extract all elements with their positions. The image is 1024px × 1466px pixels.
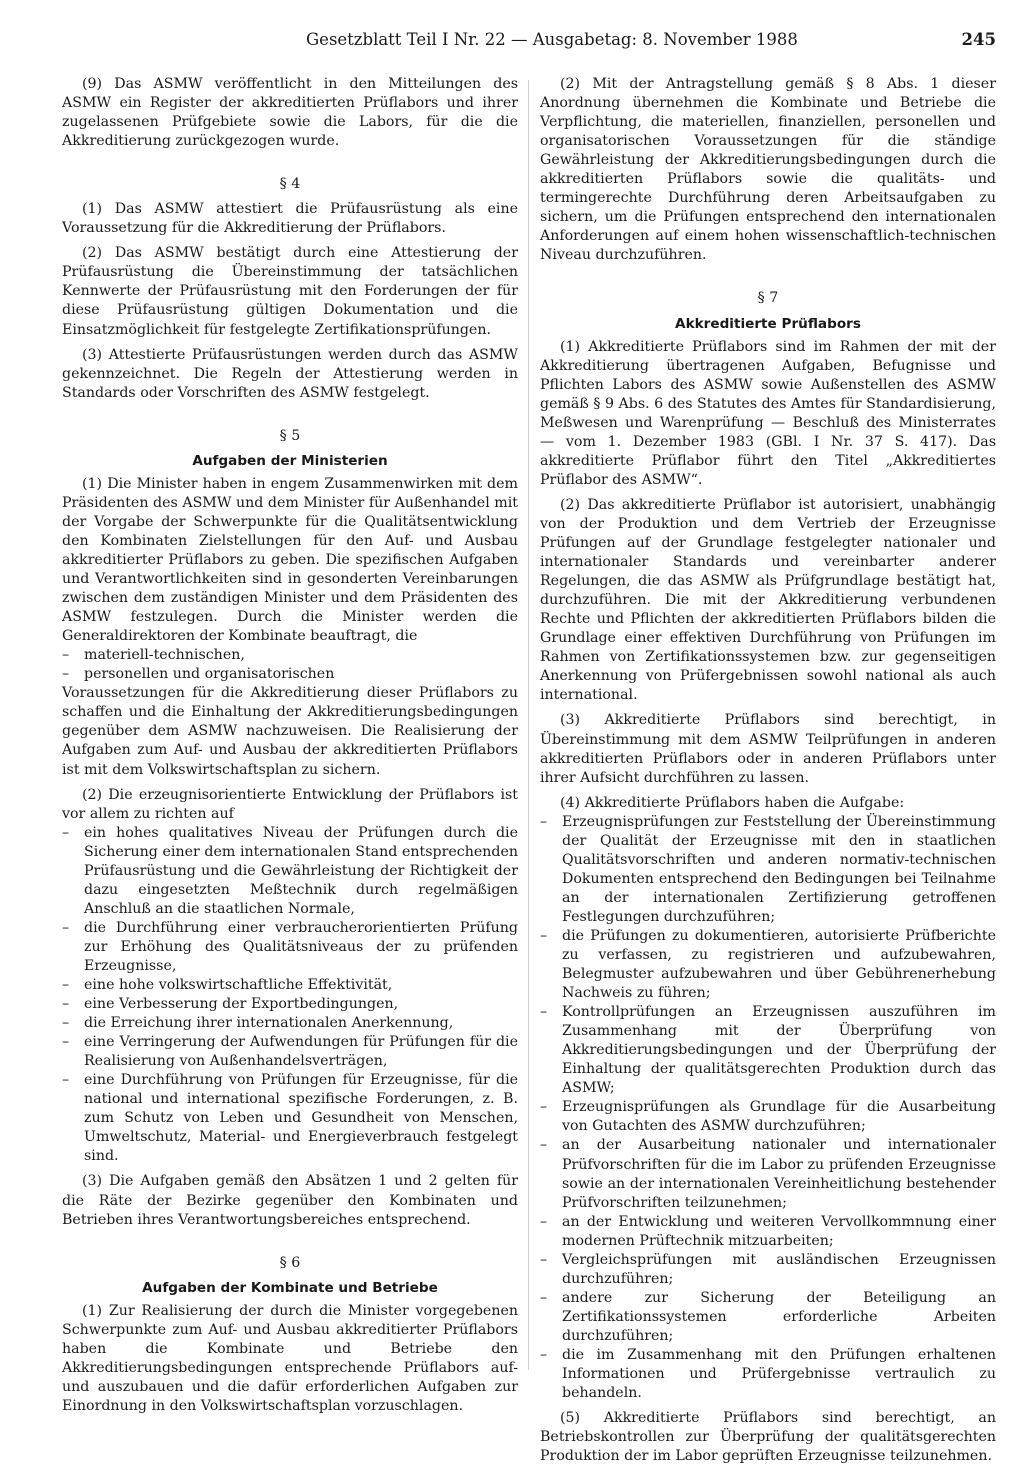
list-item: – Erzeugnisprüfungen zur Feststellung der Übereinstimmung der Qualität der Erzeugnisse mit den in staatlichen Qualitätsvorschriften und anderen normativ-technischen Dokumenten entsprechend den Bedingungen bei Teilnahme an der internationalen Zertifizierung getroffenen Festlegungen durchzuführen; xyxy=(540,813,996,927)
section-7-heading: Akkreditierte Prüflabors xyxy=(675,315,861,332)
list-5-1 xyxy=(62,646,518,684)
section-6-heading: Aufgaben der Kombinate und Betriebe xyxy=(142,1279,438,1296)
section-5-title: § 5 xyxy=(279,427,301,444)
left-column xyxy=(62,75,518,1416)
paragraph-5-1-outro: Voraussetzungen für die Akkreditierung dieser Prüflabors zu schaffen und die Einhaltung der Akkreditierungsbedingungen gegenüber dem ASMW nachzuweisen. Die Realisierung der Aufgaben zum Auf- und Ausbau der akkreditierten Prüflabors ist mit dem Volkswirtschaftsplan zu sichern. xyxy=(62,685,518,778)
page-number: 245 xyxy=(961,30,996,49)
header-title: Gesetzblatt Teil I Nr. 22 — Ausgabetag: 8. November 1988 xyxy=(306,30,798,49)
right-column xyxy=(540,75,996,1466)
list-item: – eine Verbesserung der Exportbedingungen, xyxy=(62,995,518,1014)
paragraph-7-1: (1) Akkreditierte Prüflabors sind im Rahmen der mit der Akkreditierung übertragenen Aufgaben, Befugnisse und Pflichten Labors des ASMW sowie Außenstellen des ASMW gemäß § 9 Abs. 6 des Statutes des Amtes für Standardisierung, Meßwesen und Warenprüfung — Beschluß des Ministerrates — vom 1. Dezember 1983 (GBl. I Nr. 37 S. 417). Das akkreditierte Prüflabor führt den Titel „Akkreditiertes Prüflabor des ASMW“. xyxy=(540,338,996,488)
paragraph-6-1: (1) Zur Realisierung der durch die Minister vorgegebenen Schwerpunkte zum Auf- und Ausbau akkreditierter Prüflabors haben die Kombinate und Betriebe den Akkreditierungsbedingungen entsprechende Prüflabors auf- und auszubauen und die dafür erforderlichen Aufgaben zur Einordnung in den Volkswirtschaftsplan vorzuschlagen. xyxy=(62,1302,518,1414)
section-6-title: § 6 xyxy=(279,1254,301,1271)
list-item: – eine hohe volkswirtschaftliche Effektivität, xyxy=(62,976,518,995)
list-item: – personellen und organisatorischen xyxy=(62,665,518,684)
list-item: – andere zur Sicherung der Beteiligung an Zertifikationssystemen erforderliche Arbeiten durchzuführen; xyxy=(540,1289,996,1346)
list-item: – Erzeugnisprüfungen als Grundlage für die Ausarbeitung von Gutachten des ASMW durchzuführen; xyxy=(540,1098,996,1136)
paragraph-7-4-intro: (4) Akkreditierte Prüflabors haben die Aufgabe: xyxy=(560,794,905,811)
paragraph-4-2: (2) Das ASMW bestätigt durch eine Attestierung der Prüfausrüstung die Übereinstimmung der tatsächlichen Kennwerte der Prüfausrüstung mit den Forderungen der für diese Prüfausrüstung gültigen Dokumentation und die Einsatzmöglichkeit für festgelegte Zertifikationsprüfungen. xyxy=(62,245,518,338)
list-item: – die im Zusammenhang mit den Prüfungen erhaltenen Informationen und Prüfergebnisse vertraulich zu behandeln. xyxy=(540,1346,996,1403)
list-item: – Vergleichsprüfungen mit ausländischen Erzeugnissen durchzuführen; xyxy=(540,1251,996,1289)
paragraph-6-2: (2) Mit der Antragstellung gemäß § 8 Abs. 1 dieser Anordnung übernehmen die Kombinate und Betriebe die Verpflichtung, die materiellen, finanziellen, personellen und organisatorischen Voraussetzungen für die ständige Gewährleistung der Akkreditierungsbedingungen durch die akkreditierten Prüflabors sowie die qualitäts- und termingerechte Durchführung deren Arbeitsaufgaben zu sichern, um die Prüfungen entsprechend den internationalen Anforderungen auf einem hohen wissenschaftlich-technischen Niveau durchzuführen. xyxy=(540,76,996,264)
list-5-2 xyxy=(62,824,518,1167)
paragraph-7-5: (5) Akkreditierte Prüflabors sind berechtigt, an Betriebskontrollen zur Überprüfung der qualitätsgerechten Produktion der im Labor geprüften Erzeugnisse teilzunehmen. xyxy=(540,1410,996,1465)
section-7-title: § 7 xyxy=(757,290,779,307)
list-item: – Kontrollprüfungen an Erzeugnissen auszuführen im Zusammenhang mit der Überprüfung von Akkreditierungsbedingungen und der Überprüfung der Einhaltung der qualitätsgerechten Produktion durch das ASMW; xyxy=(540,1003,996,1098)
section-5-heading: Aufgaben der Ministerien xyxy=(192,452,388,469)
list-item: – eine Verringerung der Aufwendungen für Prüfungen für die Realisierung von Außenhandelsverträgen, xyxy=(62,1033,518,1071)
paragraph-4-3: (3) Attestierte Prüfausrüstungen werden durch das ASMW gekennzeichnet. Die Regeln der Attestierung werden in Standards oder Vorschriften des ASMW festgelegt. xyxy=(62,346,518,401)
section-4-title: § 4 xyxy=(279,176,301,193)
list-item: – die Prüfungen zu dokumentieren, autorisierte Prüfberichte zu verfassen, zu registrieren und aufzubewahren, Belegmuster aufzubewahren und über Gebührenerhebung Nachweis zu führen; xyxy=(540,927,996,1003)
paragraph-7-3: (3) Akkreditierte Prüflabors sind berechtigt, in Übereinstimmung mit dem ASMW Teilprüfungen in anderen akkreditierten Prüflabors oder in anderen Prüflabors unter ihrer Aufsicht durchführen zu lassen. xyxy=(540,712,996,786)
paragraph-3-9: (9) Das ASMW veröffentlicht in den Mitteilungen des ASMW ein Register der akkreditierten Prüflabors und ihrer zugelassenen Prüfgebiete sowie die Labors, für die die Akkreditierung zurückgezogen wurde. xyxy=(62,76,518,150)
paragraph-4-1: (1) Das ASMW attestiert die Prüfausrüstung als eine Voraussetzung für die Akkreditierung der Prüflabors. xyxy=(62,201,518,237)
paragraph-7-2: (2) Das akkreditierte Prüflabor ist autorisiert, unabhängig von der Produktion und dem Vertrieb der Erzeugnisse Prüfungen auf der Grundlage festgelegter nationaler und internationaler Standards und vereinbarter anderer Regelungen, die das ASMW als Prüfgrundlage bestätigt hat, durchzuführen. Die mit der Akkreditierung verbundenen Rechte und Pflichten der akkreditierten Prüflabors bilden die Grundlage einer effektiven Durchführung von Prüfungen im Rahmen von Zertifikationssystemen bzw. zur gegenseitigen Anerkennung von Prüfergebnissen sowohl national als auch international. xyxy=(540,496,996,704)
list-item: – an der Entwicklung und weiteren Vervollkommnung einer modernen Prüftechnik mitzuarbeiten; xyxy=(540,1213,996,1251)
list-item: – die Durchführung einer verbraucherorientierten Prüfung zur Erhöhung des Qualitätsniveaus der zu prüfenden Erzeugnisse, xyxy=(62,919,518,976)
list-item: – eine Durchführung von Prüfungen für Erzeugnisse, für die national und international spezifische Forderungen, z. B. zum Schutz von Leben und Gesundheit von Menschen, Umweltschutz, Material- und Energieverbrauch festgelegt sind. xyxy=(62,1071,518,1166)
list-item: – die Erreichung ihrer internationalen Anerkennung, xyxy=(62,1014,518,1033)
paragraph-5-3: (3) Die Aufgaben gemäß den Absätzen 1 und 2 gelten für die Räte der Bezirke gegenüber den Kombinaten und Betrieben ihres Verantwortungsbereiches entsprechend. xyxy=(62,1173,518,1228)
list-item: – an der Ausarbeitung nationaler und internationaler Prüfvorschriften für die im Labor zu prüfenden Erzeugnisse sowie an der internationalen Vereinheitlichung bestehender Prüfvorschriften teilzunehmen; xyxy=(540,1136,996,1212)
list-item: – materiell-technischen, xyxy=(62,646,518,665)
list-7-4 xyxy=(540,813,996,1403)
paragraph-5-2-intro: (2) Die erzeugnisorientierte Entwicklung der Prüflabors ist vor allem zu richten auf xyxy=(62,786,518,822)
paragraph-5-1-intro: (1) Die Minister haben in engem Zusammenwirken mit dem Präsidenten des ASMW und dem Minister für Außenhandel mit der Vorgabe der Schwerpunkte für die Qualitätsentwicklung den Kombinaten Zielstellungen für den Auf- und Ausbau akkreditierter Prüflabors zu geben. Die spezifischen Aufgaben und Verantwortlichkeiten sind in gesonderten Vereinbarungen zwischen dem zuständigen Minister und dem Präsidenten des ASMW festzulegen. Durch die Minister werden die Generaldirektoren der Kombinate beauftragt, die xyxy=(62,475,518,645)
list-item: – ein hohes qualitatives Niveau der Prüfungen durch die Sicherung einer dem internationalen Stand entsprechenden Prüfausrüstung und die Gewährleistung der Richtigkeit der dazu eingesetzten Meßtechnik durch regelmäßigen Anschluß an die staatlichen Normale, xyxy=(62,824,518,919)
column-divider xyxy=(528,80,529,1370)
